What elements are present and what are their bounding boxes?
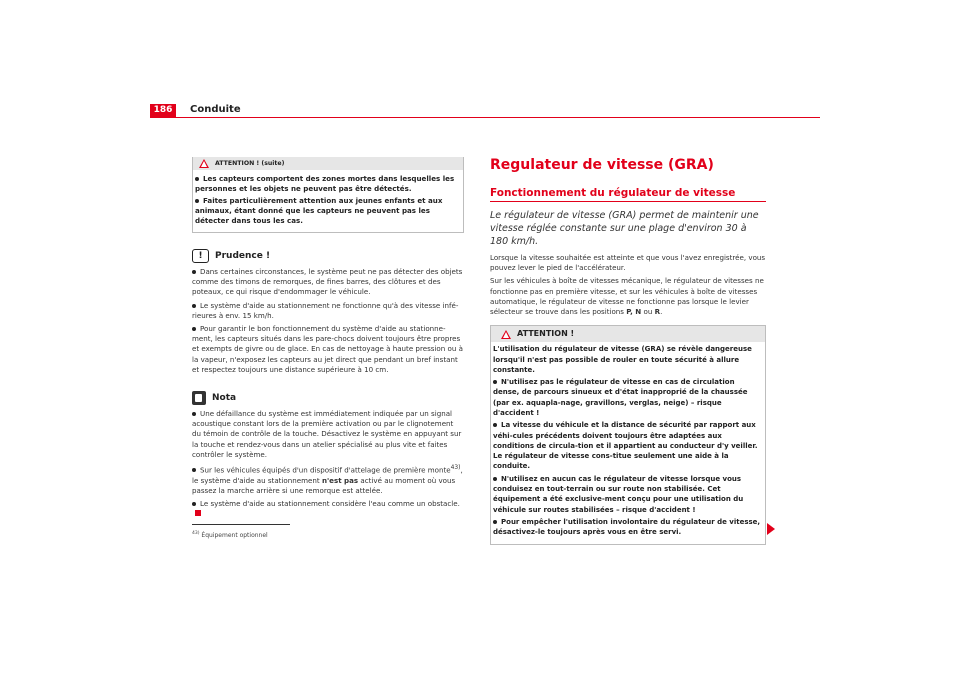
attention-intro: L'utilisation du régulateur de vitesse (GRA) se révèle dangereuse lorsqu'il n'est pas possible de rouler en toute sécurité à allure constante.	[493, 345, 752, 374]
caution-icon: !	[192, 249, 209, 263]
right-column	[490, 157, 766, 545]
attention-item: Pour empêcher l'utilisation involontaire du régulateur de vitesse, désactivez-le toujours après vous en être servi.	[493, 517, 761, 537]
caution-heading	[192, 249, 464, 263]
warning-triangle-icon: !	[501, 330, 511, 339]
warning-item: Les capteurs comportent des zones mortes dans lesquelles les personnes et les objets ne peuvent pas être détectés.	[195, 174, 455, 193]
bullet-icon	[192, 502, 196, 506]
note-item: Sur les véhicules équipés d'un dispositif d'attelage de première monte$^{43)}$, le système d'aide au stationnement n'est pas activé au moment où vous passez la marche arrière si une remorque est attelée.	[192, 465, 463, 495]
attention-item: La vitesse du véhicule et la distance de sécurité par rapport aux véhi-cules précédents doivent toujours être adaptées aux conditions de circula-tion et il appartient au conducteur d'y veiller. Le régulateur de vitesse cons-titue seulement une aide à la conduite.	[493, 421, 758, 471]
note-item: Une défaillance du système est immédiatement indiquée par un signal acoustique constant lors de la première activation ou par le clignotement du témoin de contrôle de la touche. Désactivez le système en appuyant sur la touche et rendez-vous dans un atelier spécialisé au plus vite et faites contrôler le système.	[192, 409, 462, 459]
section-title: Regulateur de vitesse (GRA)	[490, 157, 714, 173]
attention-item: N'utilisez en aucun cas le régulateur de vitesse lorsque vous conduisez en tout-terrain ou sur route non stabilisée. Cet équipement a été exclusive-ment conçu pour une utilisation du véhicule sur routes stabilisées – risque d'accident !	[493, 474, 744, 514]
bullet-icon	[192, 270, 196, 274]
running-header: Conduite	[190, 104, 241, 115]
footnote-ref[interactable]: 43)	[450, 465, 461, 472]
paragraph: Lorsque la vitesse souhaitée est atteinte et que vous l'avez enregistrée, vous pouvez lever le pied de l'accélérateur.	[490, 253, 766, 273]
warning-box-continued	[192, 157, 464, 233]
paragraph: Sur les véhicules à boîte de vitesses mécanique, le régulateur de vitesses ne fonctionne pas en première vitesse, et sur les véhicules à boîte de vitesses automatique, le régulateur de vitesse ne fonctionne pas lorsque le levier sélecteur se trouve dans les positions P, N ou R.	[490, 276, 764, 317]
bullet-icon	[493, 520, 497, 524]
warning-item: Faites particulièrement attention aux jeunes enfants et aux animaux, étant donné que les capteurs ne peuvent pas les détecter dans tous les cas.	[195, 196, 443, 225]
bullet-icon	[192, 304, 196, 308]
bullet-icon	[192, 327, 196, 331]
caution-item: Dans certaines circonstances, le système peut ne pas détecter des objets comme des timons de remorques, de fines barres, des clôtures et des poteaux, ce qui risque d'endommager le véhicule.	[192, 267, 463, 297]
warning-box-title: ATTENTION ! (suite)	[215, 159, 285, 167]
caution-item: Pour garantir le bon fonctionnement du système d'aide au stationne-ment, les capteurs situés dans les pare-chocs doivent toujours être propres et exempts de givre ou de glace. En cas de nettoyage à haute pression ou à la vapeur, n'exposez les capteurs au jet direct que pendant un bref instant et respectez toujours une distance supérieure à 10 cm.	[192, 324, 463, 374]
footnote: $^{43)}$ Équipement optionnel	[192, 531, 268, 539]
bullet-icon	[493, 423, 497, 427]
subsection-rule	[490, 201, 766, 202]
subsection-title: Fonctionnement du régulateur de vitesse	[490, 187, 736, 199]
attention-header	[491, 326, 765, 342]
caution-body	[192, 267, 464, 375]
attention-box	[490, 325, 766, 544]
warning-box-header	[193, 157, 463, 170]
page-number: 186	[150, 104, 176, 117]
caution-title: Prudence !	[215, 251, 271, 261]
attention-item: N'utilisez pas le régulateur de vitesse en cas de circulation dense, de parcours sinueux et d'état inapproprié de la chaussée (par ex. aquapla-nage, gravillons, verglas, neige) – risque d'accident !	[493, 378, 748, 417]
note-icon	[192, 391, 206, 405]
bullet-icon	[493, 380, 497, 384]
footnote-rule	[192, 524, 290, 525]
bullet-icon	[192, 412, 196, 416]
continue-arrow-icon	[767, 523, 775, 535]
bullet-icon	[192, 468, 196, 472]
section-end-icon	[195, 510, 201, 516]
lead-paragraph: Le régulateur de vitesse (GRA) permet de maintenir une vitesse réglée constante sur une plage d'environ 30 à 180 km/h.	[490, 210, 759, 247]
bullet-icon	[493, 477, 497, 481]
warning-triangle-icon: !	[199, 159, 209, 168]
note-body	[192, 409, 464, 519]
note-title: Nota	[212, 393, 237, 404]
attention-title: ATTENTION !	[517, 329, 575, 339]
bullet-icon	[195, 177, 199, 181]
header-rule	[150, 117, 820, 118]
caution-item: Le système d'aide au stationnement ne fonctionne qu'à des vitesse infé-rieures à env. 15 km/h.	[192, 300, 459, 320]
note-heading	[192, 391, 464, 405]
note-item: Le système d'aide au stationnement considère l'eau comme un obstacle.	[192, 499, 464, 519]
bullet-icon	[195, 199, 199, 203]
left-column	[192, 157, 464, 522]
